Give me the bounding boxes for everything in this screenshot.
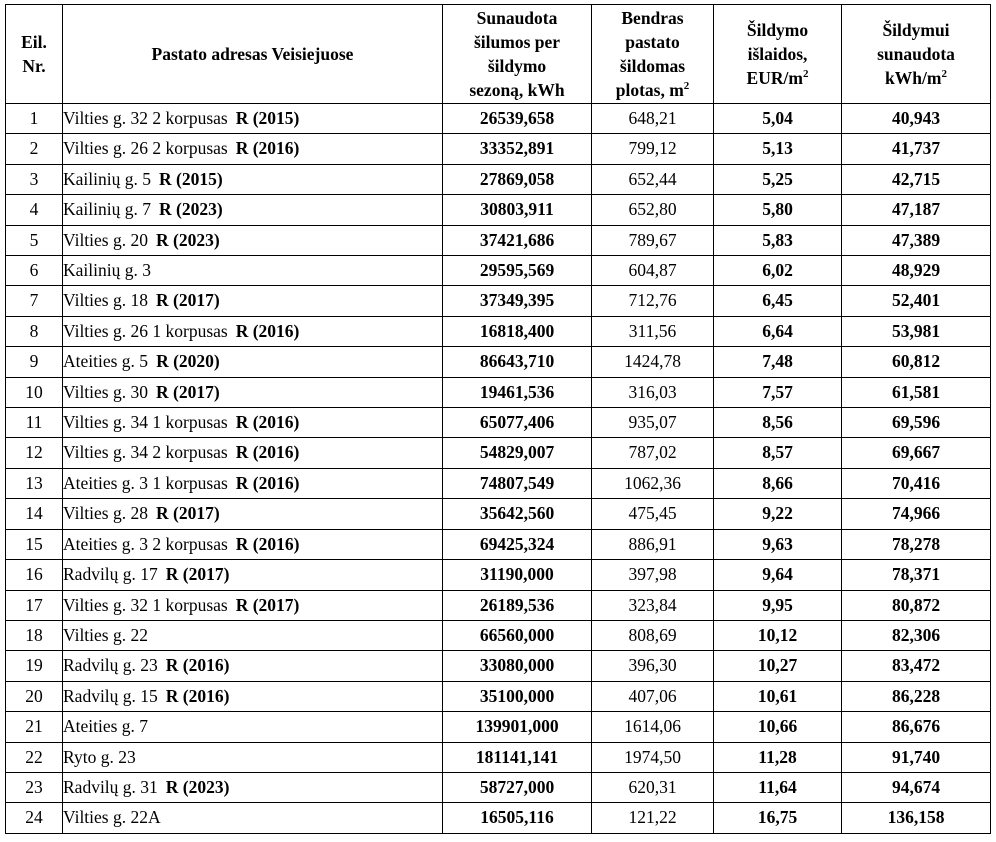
consumption-per-m2-cell: 48,929 (842, 256, 991, 286)
address-text: Vilties g. 30 (63, 381, 148, 402)
table-row (6, 651, 991, 681)
table-row (6, 438, 991, 468)
address-text: Vilties g. 34 1 korpusas (63, 412, 228, 433)
row-number-cell: 9 (6, 347, 63, 377)
heat-consumption-cell: 86643,710 (443, 347, 592, 377)
address-text: Vilties g. 32 1 korpusas (63, 594, 228, 615)
header-cost-line2: išlaidos, (747, 44, 808, 64)
table-row (6, 225, 991, 255)
table-row (6, 620, 991, 650)
heating-cost-cell: 6,02 (714, 256, 842, 286)
row-number-cell: 19 (6, 651, 63, 681)
consumption-per-m2-cell: 91,740 (842, 742, 991, 772)
address-text: Kailinių g. 7 (63, 199, 151, 220)
address-text: Ryto g. 23 (63, 746, 136, 767)
address-cell (63, 134, 443, 164)
heated-area-cell: 1614,06 (592, 712, 714, 742)
heated-area-cell: 808,69 (592, 620, 714, 650)
row-number-cell: 12 (6, 438, 63, 468)
renovation-tag: R (2023) (165, 776, 230, 797)
renovation-tag: R (2017) (165, 564, 230, 585)
heated-area-cell: 620,31 (592, 772, 714, 802)
address-text: Vilties g. 22 (63, 624, 148, 645)
address-text: Ateities g. 5 (63, 351, 149, 372)
header-per-line1: Šildymui (882, 20, 950, 40)
heating-cost-cell: 10,61 (714, 681, 842, 711)
heat-consumption-cell: 58727,000 (443, 772, 592, 802)
consumption-per-m2-cell: 69,667 (842, 438, 991, 468)
row-number-cell: 15 (6, 529, 63, 559)
row-number-cell: 10 (6, 377, 63, 407)
heat-consumption-cell: 33080,000 (443, 651, 592, 681)
row-number-cell: 17 (6, 590, 63, 620)
address-cell (63, 681, 443, 711)
consumption-per-m2-cell: 47,187 (842, 195, 991, 225)
table-row (6, 560, 991, 590)
table-row (6, 712, 991, 742)
address-cell (63, 164, 443, 194)
address-text: Ateities g. 3 1 korpusas (63, 472, 228, 493)
row-number-cell: 16 (6, 560, 63, 590)
header-address (63, 5, 443, 104)
heated-area-cell: 475,45 (592, 499, 714, 529)
table-row (6, 256, 991, 286)
row-number-cell: 23 (6, 772, 63, 802)
address-cell (63, 560, 443, 590)
address-cell (63, 803, 443, 833)
heating-cost-cell: 6,45 (714, 286, 842, 316)
heat-consumption-cell: 27869,058 (443, 164, 592, 194)
heated-area-cell: 648,21 (592, 104, 714, 134)
heated-area-cell: 886,91 (592, 529, 714, 559)
heating-cost-cell: 5,80 (714, 195, 842, 225)
address-cell (63, 529, 443, 559)
heated-area-cell: 407,06 (592, 681, 714, 711)
address-cell (63, 104, 443, 134)
heating-cost-cell: 5,04 (714, 104, 842, 134)
row-number-cell: 3 (6, 164, 63, 194)
renovation-tag: R (2016) (165, 655, 230, 676)
row-number-cell: 5 (6, 225, 63, 255)
address-text: Vilties g. 26 2 korpusas (63, 138, 228, 159)
heating-cost-cell: 5,25 (714, 164, 842, 194)
heat-consumption-cell: 30803,911 (443, 195, 592, 225)
header-heat-line1: Sunaudota (476, 8, 558, 28)
row-number-cell: 2 (6, 134, 63, 164)
row-number-cell: 20 (6, 681, 63, 711)
table-row (6, 347, 991, 377)
address-text: Vilties g. 26 1 korpusas (63, 320, 228, 341)
address-text: Vilties g. 32 2 korpusas (63, 108, 228, 128)
address-text: Radvilų g. 31 (63, 776, 158, 797)
heated-area-cell: 1424,78 (592, 347, 714, 377)
heated-area-cell: 789,67 (592, 225, 714, 255)
consumption-per-m2-cell: 78,371 (842, 560, 991, 590)
heat-consumption-cell: 74807,549 (443, 468, 592, 498)
header-cost (714, 5, 842, 104)
header-heat-line3: šildymo (487, 56, 547, 76)
address-cell (63, 651, 443, 681)
address-cell (63, 377, 443, 407)
heating-cost-cell: 8,66 (714, 468, 842, 498)
header-area-line2: pastato (625, 32, 680, 52)
renovation-tag: R (2016) (235, 320, 300, 341)
table-row (6, 316, 991, 346)
heat-consumption-cell: 65077,406 (443, 408, 592, 438)
heating-cost-cell: 7,48 (714, 347, 842, 377)
heat-consumption-cell: 26189,536 (443, 590, 592, 620)
header-area-line4: plotas, m (615, 80, 684, 100)
row-number-cell: 13 (6, 468, 63, 498)
address-cell (63, 347, 443, 377)
consumption-per-m2-cell: 69,596 (842, 408, 991, 438)
consumption-per-m2-cell: 52,401 (842, 286, 991, 316)
header-address-text: Pastato adresas Veisiejuose (151, 44, 354, 64)
heated-area-cell: 652,44 (592, 164, 714, 194)
table-row (6, 408, 991, 438)
consumption-per-m2-cell: 74,966 (842, 499, 991, 529)
heat-consumption-cell: 33352,891 (443, 134, 592, 164)
heated-area-cell: 397,98 (592, 560, 714, 590)
heating-cost-cell: 9,22 (714, 499, 842, 529)
heating-cost-cell: 10,66 (714, 712, 842, 742)
header-per-line2: sunaudota (877, 44, 955, 64)
renovation-tag: R (2016) (235, 533, 300, 554)
address-text: Radvilų g. 23 (63, 655, 158, 676)
header-area-line3: šildomas (619, 56, 686, 76)
header-per-sup: 2 (941, 68, 947, 80)
row-number-cell: 22 (6, 742, 63, 772)
heat-consumption-cell: 16818,400 (443, 316, 592, 346)
heat-consumption-cell: 35100,000 (443, 681, 592, 711)
address-cell (63, 438, 443, 468)
header-area (592, 5, 714, 104)
address-text: Vilties g. 34 2 korpusas (63, 442, 228, 463)
header-nr (6, 5, 63, 104)
renovation-tag: R (2017) (235, 594, 300, 615)
table-row (6, 468, 991, 498)
heat-consumption-cell: 35642,560 (443, 499, 592, 529)
address-cell (63, 256, 443, 286)
heated-area-cell: 1062,36 (592, 468, 714, 498)
heat-consumption-cell: 66560,000 (443, 620, 592, 650)
address-cell (63, 620, 443, 650)
renovation-tag: R (2015) (158, 168, 223, 189)
heating-cost-cell: 8,56 (714, 408, 842, 438)
renovation-tag: R (2023) (158, 199, 223, 220)
address-cell (63, 195, 443, 225)
consumption-per-m2-cell: 80,872 (842, 590, 991, 620)
consumption-per-m2-cell: 70,416 (842, 468, 991, 498)
row-number-cell: 21 (6, 712, 63, 742)
renovation-tag: R (2023) (156, 229, 220, 250)
heating-cost-cell: 11,64 (714, 772, 842, 802)
consumption-per-m2-cell: 86,676 (842, 712, 991, 742)
renovation-tag: R (2015) (235, 108, 300, 128)
address-text: Vilties g. 18 (63, 290, 148, 311)
heating-cost-cell: 10,27 (714, 651, 842, 681)
address-text: Ateities g. 3 2 korpusas (63, 533, 228, 554)
address-cell (63, 499, 443, 529)
address-cell (63, 225, 443, 255)
consumption-per-m2-cell: 82,306 (842, 620, 991, 650)
heating-cost-cell: 9,63 (714, 529, 842, 559)
row-number-cell: 7 (6, 286, 63, 316)
consumption-per-m2-cell: 86,228 (842, 681, 991, 711)
row-number-cell: 8 (6, 316, 63, 346)
heat-consumption-cell: 37421,686 (443, 225, 592, 255)
heated-area-cell: 121,22 (592, 803, 714, 833)
renovation-tag: R (2017) (156, 503, 220, 524)
consumption-per-m2-cell: 60,812 (842, 347, 991, 377)
address-cell (63, 712, 443, 742)
heat-consumption-cell: 31190,000 (443, 560, 592, 590)
heating-consumption-table (5, 4, 991, 834)
heating-cost-cell: 5,13 (714, 134, 842, 164)
address-cell (63, 408, 443, 438)
header-area-line1: Bendras (621, 8, 684, 28)
heating-cost-cell: 11,28 (714, 742, 842, 772)
consumption-per-m2-cell: 41,737 (842, 134, 991, 164)
renovation-tag: R (2017) (156, 290, 220, 311)
heating-cost-cell: 9,95 (714, 590, 842, 620)
heat-consumption-cell: 16505,116 (443, 803, 592, 833)
table-row (6, 772, 991, 802)
consumption-per-m2-cell: 47,389 (842, 225, 991, 255)
heating-cost-cell: 9,64 (714, 560, 842, 590)
heat-consumption-cell: 19461,536 (443, 377, 592, 407)
heated-area-cell: 935,07 (592, 408, 714, 438)
heat-consumption-cell: 37349,395 (443, 286, 592, 316)
address-cell (63, 772, 443, 802)
address-text: Kailinių g. 5 (63, 168, 151, 189)
address-text: Vilties g. 28 (63, 503, 148, 524)
consumption-per-m2-cell: 94,674 (842, 772, 991, 802)
address-text: Vilties g. 20 (63, 229, 148, 250)
table-row (6, 499, 991, 529)
heated-area-cell: 604,87 (592, 256, 714, 286)
heat-consumption-cell: 139901,000 (443, 712, 592, 742)
row-number-cell: 11 (6, 408, 63, 438)
table-row (6, 286, 991, 316)
header-heat (443, 5, 592, 104)
row-number-cell: 4 (6, 195, 63, 225)
consumption-per-m2-cell: 136,158 (842, 803, 991, 833)
table-row (6, 529, 991, 559)
table-row (6, 104, 991, 134)
heating-cost-cell: 6,64 (714, 316, 842, 346)
header-per-m2 (842, 5, 991, 104)
heated-area-cell: 316,03 (592, 377, 714, 407)
heat-consumption-cell: 69425,324 (443, 529, 592, 559)
header-nr-line2: Nr. (22, 56, 46, 76)
address-cell (63, 316, 443, 346)
heat-consumption-cell: 181141,141 (443, 742, 592, 772)
renovation-tag: R (2020) (156, 351, 220, 372)
table-row (6, 377, 991, 407)
address-cell (63, 590, 443, 620)
table-row (6, 681, 991, 711)
row-number-cell: 6 (6, 256, 63, 286)
header-heat-line4: sezoną, kWh (469, 80, 565, 100)
heated-area-cell: 787,02 (592, 438, 714, 468)
header-area-sup: 2 (683, 80, 690, 92)
table-body (6, 104, 991, 834)
row-number-cell: 24 (6, 803, 63, 833)
heat-consumption-cell: 54829,007 (443, 438, 592, 468)
heated-area-cell: 652,80 (592, 195, 714, 225)
header-nr-line1: Eil. (21, 32, 47, 52)
header-cost-line1: Šildymo (746, 20, 809, 40)
table-row (6, 803, 991, 833)
header-per-line3: kWh/m (885, 68, 942, 88)
consumption-per-m2-cell: 61,581 (842, 377, 991, 407)
table-row (6, 164, 991, 194)
address-cell (63, 468, 443, 498)
header-cost-sup: 2 (802, 68, 809, 80)
table-row (6, 195, 991, 225)
heated-area-cell: 712,76 (592, 286, 714, 316)
heating-cost-cell: 16,75 (714, 803, 842, 833)
renovation-tag: R (2016) (235, 138, 300, 159)
row-number-cell: 18 (6, 620, 63, 650)
renovation-tag: R (2016) (235, 412, 300, 433)
heated-area-cell: 1974,50 (592, 742, 714, 772)
heated-area-cell: 396,30 (592, 651, 714, 681)
table-row (6, 590, 991, 620)
renovation-tag: R (2016) (165, 685, 230, 706)
renovation-tag: R (2016) (235, 442, 300, 463)
address-text: Radvilų g. 17 (63, 564, 158, 585)
heated-area-cell: 799,12 (592, 134, 714, 164)
consumption-per-m2-cell: 83,472 (842, 651, 991, 681)
heat-consumption-cell: 29595,569 (443, 256, 592, 286)
address-text: Vilties g. 22A (63, 807, 161, 828)
header-heat-line2: šilumos per (473, 32, 561, 52)
heating-cost-cell: 10,12 (714, 620, 842, 650)
heating-cost-cell: 8,57 (714, 438, 842, 468)
address-text: Kailinių g. 3 (63, 260, 151, 281)
consumption-per-m2-cell: 53,981 (842, 316, 991, 346)
consumption-per-m2-cell: 42,715 (842, 164, 991, 194)
heat-consumption-cell: 26539,658 (443, 104, 592, 134)
header-cost-line3: EUR/m (746, 68, 803, 88)
address-text: Radvilų g. 15 (63, 685, 158, 706)
table-header-row (6, 5, 991, 104)
renovation-tag: R (2017) (156, 381, 220, 402)
heated-area-cell: 323,84 (592, 590, 714, 620)
heated-area-cell: 311,56 (592, 316, 714, 346)
table-row (6, 742, 991, 772)
heating-cost-cell: 5,83 (714, 225, 842, 255)
row-number-cell: 14 (6, 499, 63, 529)
row-number-cell: 1 (6, 104, 63, 134)
heating-cost-cell: 7,57 (714, 377, 842, 407)
address-cell (63, 286, 443, 316)
table-row (6, 134, 991, 164)
address-cell (63, 742, 443, 772)
consumption-per-m2-cell: 40,943 (842, 104, 991, 134)
renovation-tag: R (2016) (235, 472, 300, 493)
address-text: Ateities g. 7 (63, 716, 149, 737)
consumption-per-m2-cell: 78,278 (842, 529, 991, 559)
